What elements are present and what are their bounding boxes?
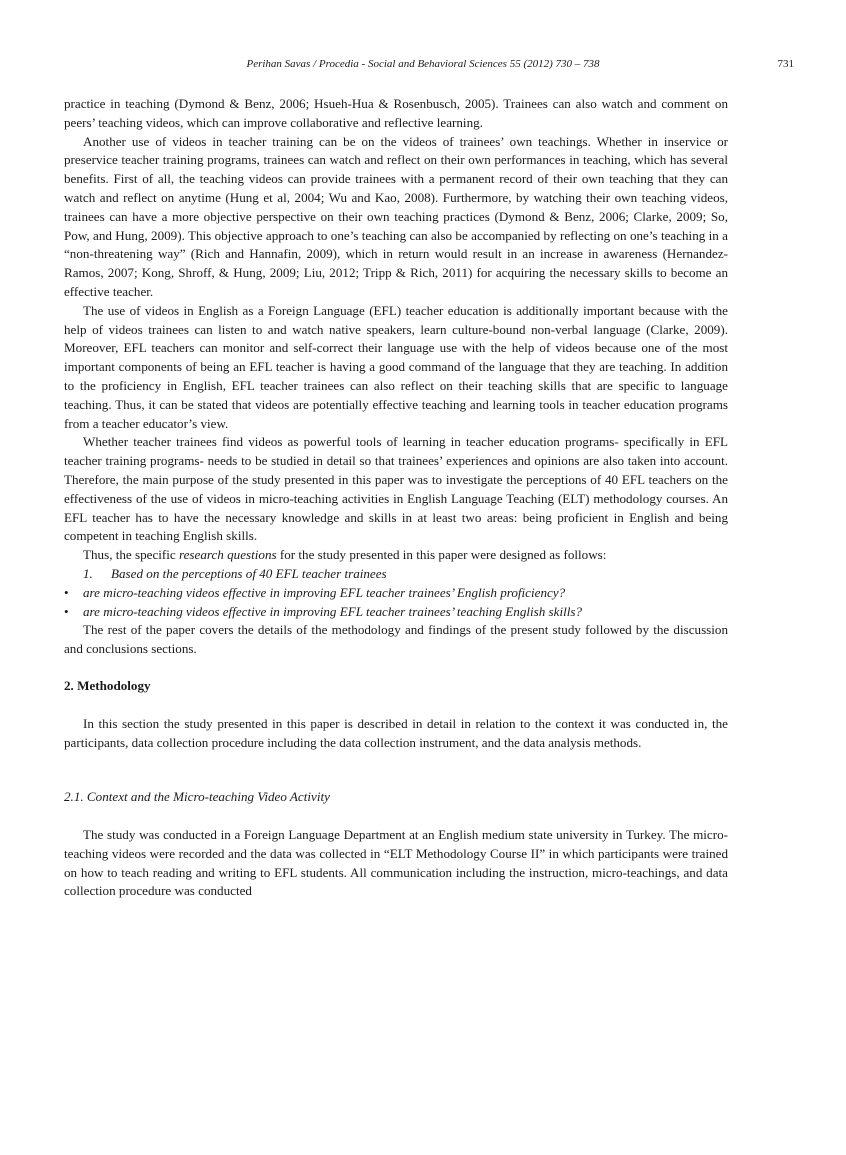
body-paragraph: The use of videos in English as a Foreign Language (EFL) teacher education is additionally important because with the help of videos trainees can listen to and watch native speakers, learn culture-bound non-verbal language (Clarke, 2009). Moreover, EFL teachers can monitor and self-correct their language use with the help of videos because one of the most important components of being an EFL teacher is having a good command of the language that they are teaching. In addition to the proficiency in English, EFL teacher trainees can also reflect on their teaching skills that are specific to language teaching. Thus, it can be stated that videos are potentially effective teaching and learning tools in teacher education programs from a teacher educator’s view.: [64, 302, 728, 431]
numbered-item: [64, 565, 728, 584]
item-text: Based on the perceptions of 40 EFL teacher trainees: [111, 565, 387, 581]
research-question-list: [64, 584, 728, 622]
list-item-text: are micro-teaching videos effective in improving EFL teacher trainees’ English proficiency?: [83, 584, 566, 600]
emphasis-research-questions: research questions: [179, 547, 277, 563]
section-heading-methodology: 2. Methodology: [64, 677, 151, 693]
body-paragraph: practice in teaching (Dymond & Benz, 2006; Hsueh-Hua & Rosenbusch, 2005). Trainees can also watch and comment on peers’ teaching videos, which can improve collaborative and reflective learning.: [64, 96, 728, 130]
body-paragraph: Another use of videos in teacher training can be on the videos of trainees’ own teachings. Whether in inservice or preservice teacher training programs, trainees can watch and reflect on their own performances in teaching, which has several benefits. First of all, the teaching videos can provide trainees with a permanent record of their own teaching that they can watch and reflect on anytime (Hung et al, 2004; Wu and Kao, 2008). Furthermore, by watching their own teaching videos, trainees can have a more objective perspective on their own teaching practices (Dymond & Benz, 2006; Clarke, 2009; So, Pow, and Hung, 2009). This objective approach to one’s teaching can also be accompanied by reflecting on one’s teaching in a “non-threatening way” (Rich and Hannafin, 2009), which in return would result in an increase in awareness (Hernandez-Ramos, 2007; Kong, Shroff, & Hung, 2009; Liu, 2012; Tripp & Rich, 2011) for acquiring the necessary skills to become an effective teacher.: [64, 133, 728, 299]
body-paragraph: The rest of the paper covers the details of the methodology and findings of the present study followed by the discussion and conclusions sections.: [64, 622, 728, 657]
body-paragraph: In this section the study presented in this paper is described in detail in relation to the context it was conducted in, the participants, data collection procedure including the data collection instrument, and the data analysis methods.: [64, 715, 728, 750]
item-number: 1.: [83, 565, 93, 581]
research-questions-intro: [64, 546, 728, 565]
body-paragraph: The study was conducted in a Foreign Language Department at an English medium state university in Turkey. The micro-teaching videos were recorded and the data was collected in “ELT Methodology Course II” in which participants were trained on how to teach reading and writing to EFL students. All communication including the instruction, micro-teachings, and data collection procedure was conducted: [64, 827, 728, 899]
text-run: for the study presented in this paper were designed as follows:: [276, 547, 607, 563]
text-run: Thus, the specific: [83, 547, 179, 563]
running-header: [0, 58, 846, 76]
body-paragraph: Whether teacher trainees find videos as powerful tools of learning in teacher education programs- specifically in EFL teacher training programs- needs to be studied in detail so that trainees’ experiences and opinions are also taken into account. Therefore, the main purpose of the study presented in this paper was to investigate the perceptions of 40 EFL teachers on the effectiveness of the use of videos in micro-teaching activities in English Language Teaching (ELT) methodology courses. An EFL teacher has to have the necessary knowledge and skills in at least two areas: being proficient in English and being competent in teaching English skills.: [64, 434, 728, 544]
subsection-heading-context: 2.1. Context and the Micro-teaching Video Activity: [64, 789, 330, 805]
list-item-text: are micro-teaching videos effective in improving EFL teacher trainees’ teaching English skills?: [83, 603, 583, 619]
running-title: Perihan Savas / Procedia - Social and Behavioral Sciences 55 (2012) 730 – 738: [246, 58, 600, 70]
bullet-icon: •: [64, 603, 69, 619]
article-body: [64, 95, 728, 901]
list-item: [64, 584, 728, 603]
page-number: 731: [777, 58, 794, 70]
list-item: [64, 603, 728, 622]
bullet-icon: •: [64, 584, 69, 600]
